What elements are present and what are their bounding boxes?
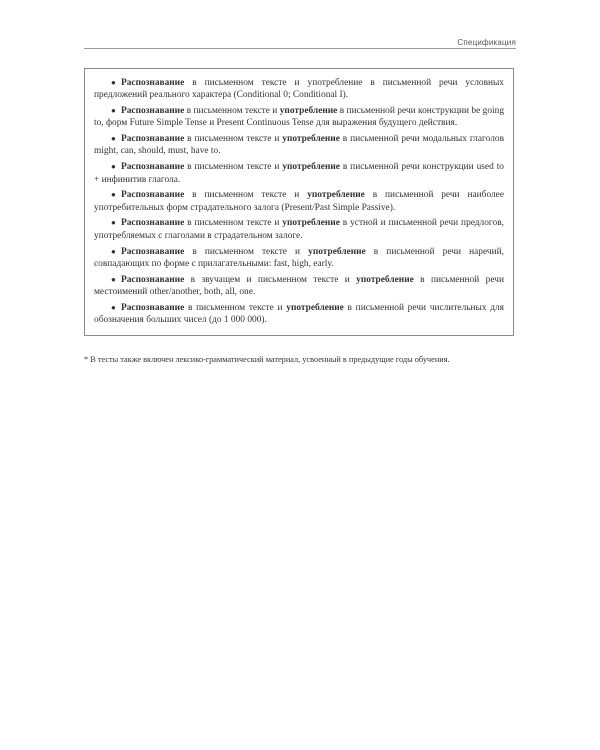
spec-keyword: употребление xyxy=(282,162,340,173)
spec-item xyxy=(94,189,504,214)
bullet-icon: ● xyxy=(111,162,116,172)
spec-keyword: Распознавание xyxy=(121,78,185,88)
bullet-icon: ● xyxy=(111,78,116,87)
spec-item xyxy=(94,217,504,242)
bullet-icon: ● xyxy=(111,274,116,284)
spec-text: в письменном тексте и xyxy=(184,218,283,229)
spec-text: в письменном тексте и употребление в письменной речи условных предложений реального характера (Conditional 0; Conditional I). xyxy=(94,78,504,101)
spec-keyword: употребление xyxy=(282,134,340,145)
running-header xyxy=(0,0,600,50)
spec-text: в письменном тексте и xyxy=(184,106,280,117)
spec-keyword: употребление xyxy=(279,106,338,117)
spec-text: в письменном тексте и xyxy=(184,190,308,201)
spec-keyword: Распознавание xyxy=(121,218,185,229)
spec-item xyxy=(94,274,504,299)
spec-item xyxy=(94,105,504,130)
spec-keyword: употребление xyxy=(286,302,344,313)
spec-item xyxy=(94,77,504,102)
bullet-icon: ● xyxy=(111,246,116,256)
spec-text: в звучащем и письменном тексте и xyxy=(184,274,357,285)
header-title: Спецификация xyxy=(457,38,516,47)
spec-keyword: Распознавание xyxy=(121,190,185,201)
spec-text: в письменной речи наиболее употребительных форм страдательного залога (Present/Past Simple Passive). xyxy=(94,190,505,213)
spec-text: в письменной речи числительных для обозначения больших чисел (до 1 000 000). xyxy=(94,302,504,326)
spec-keyword: употребление xyxy=(282,218,340,229)
spec-item xyxy=(94,133,504,158)
spec-keyword: Распознавание xyxy=(121,134,185,145)
spec-item xyxy=(94,246,504,271)
bullet-icon: ● xyxy=(111,218,116,228)
spec-text: в письменной речи местоимений other/another, both, all, one. xyxy=(94,274,505,297)
bullet-icon: ● xyxy=(111,190,116,200)
specification-box xyxy=(84,68,514,336)
header-rule xyxy=(84,48,516,49)
spec-text: в письменной речи конструкции be going to, форм Future Simple Tense и Present Continuous Tense для выражения будущего действия. xyxy=(94,106,505,129)
spec-keyword: употребление xyxy=(356,274,414,285)
spec-keyword: Распознавание xyxy=(121,302,185,313)
spec-keyword: Распознавание xyxy=(121,162,185,173)
spec-item xyxy=(94,161,504,186)
bullet-icon: ● xyxy=(111,302,116,312)
spec-keyword: употребление xyxy=(308,246,366,257)
spec-text: в письменной речи наречий, совпадающих по форме с прилагательными: fast, high, early. xyxy=(94,246,504,269)
spec-text: в письменном тексте и xyxy=(184,134,283,145)
footnote: * В тесты также включен лексико-грамматический материал, усвоенный в предыдущие годы обучения. xyxy=(84,355,450,365)
bullet-icon: ● xyxy=(111,134,116,144)
spec-text: в письменном тексте и xyxy=(184,302,287,313)
spec-text: в устной и письменной речи предлогов, употребляемых с глаголами в страдательном залоге. xyxy=(94,218,504,241)
spec-text: в письменной речи конструкции used to + инфинитив глагола. xyxy=(94,162,504,185)
bullet-icon: ● xyxy=(111,106,116,116)
spec-keyword: Распознавание xyxy=(121,106,185,117)
spec-item xyxy=(94,302,504,327)
spec-keyword: Распознавание xyxy=(121,274,185,285)
spec-text: в письменном тексте и xyxy=(184,162,283,173)
spec-text: в письменном тексте и xyxy=(184,246,309,257)
spec-keyword: употребление xyxy=(307,190,365,201)
spec-keyword: Распознавание xyxy=(121,246,185,257)
spec-text: в письменной речи модальных глаголов might, can, should, must, have to. xyxy=(94,134,504,157)
